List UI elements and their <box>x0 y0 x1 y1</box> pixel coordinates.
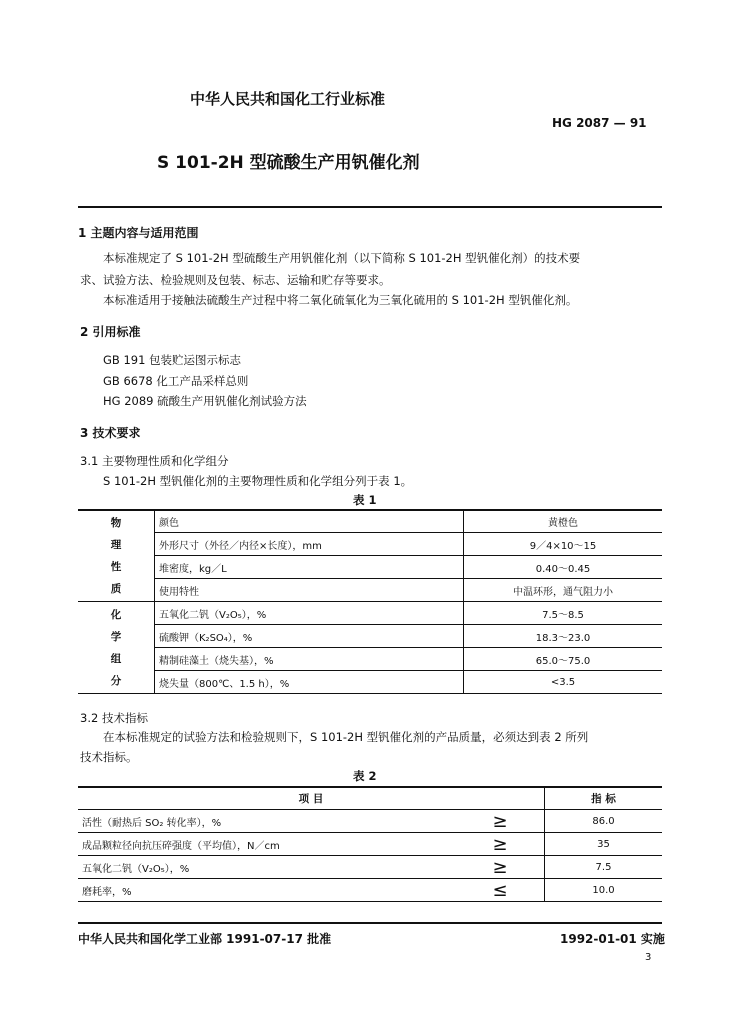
table-header-row <box>78 787 662 810</box>
property-cell: 硫酸钾（K₂SO₄），% <box>155 625 464 648</box>
index-cell: 35 <box>545 833 663 856</box>
table-row <box>78 533 662 556</box>
page-number: 3 <box>645 952 652 963</box>
value-cell: 18.3～23.0 <box>464 625 663 648</box>
table-row <box>78 510 662 533</box>
effective-date: 1992-01-01 实施 <box>560 932 665 946</box>
section-3-1-heading: 3.1 主要物理性质和化学组分 <box>80 454 229 468</box>
value-cell: 0.40～0.45 <box>464 556 663 579</box>
property-cell: 烧失量（800℃、1.5 h），% <box>155 671 464 694</box>
section-2-heading: 2 引用标准 <box>80 325 141 339</box>
item-cell: 五氧化二钒（V₂O₅），% <box>78 856 456 879</box>
section-3-2-line1: 在本标准规定的试验方法和检验规则下，S 101-2H 型钒催化剂的产品质量，必须达到表 2 所列 <box>103 730 589 744</box>
table-1-caption: 表 1 <box>353 493 377 507</box>
property-cell: 精制硅藻土（烧失基），% <box>155 648 464 671</box>
index-cell: 10.0 <box>545 879 663 902</box>
operator-cell: ≥ <box>456 833 545 856</box>
table-row <box>78 556 662 579</box>
approval-date: 中华人民共和国化学工业部 1991-07-17 批准 <box>78 932 332 946</box>
item-cell: 成品颗粒径向抗压碎强度（平均值），N／cm <box>78 833 456 856</box>
value-cell: 65.0～75.0 <box>464 648 663 671</box>
value-cell: 9／4×10～15 <box>464 533 663 556</box>
header-index: 指 标 <box>545 787 663 810</box>
property-cell: 堆密度，kg／L <box>155 556 464 579</box>
table-row <box>78 671 662 694</box>
value-cell: <3.5 <box>464 671 663 694</box>
section-1-heading: 1 主题内容与适用范围 <box>78 226 199 240</box>
property-cell: 外形尺寸（外径／内径×长度），mm <box>155 533 464 556</box>
reference-item: HG 2089 硫酸生产用钒催化剂试验方法 <box>103 394 307 408</box>
table-row <box>78 856 662 879</box>
group-label-chemical: 化 学 组 分 <box>78 602 155 694</box>
table-row <box>78 879 662 902</box>
section-3-1-text: S 101-2H 型钒催化剂的主要物理性质和化学组分列于表 1。 <box>103 474 413 488</box>
section-1-para1-line1: 本标准规定了 S 101-2H 型硫酸生产用钒催化剂（以下简称 S 101-2H 型钒催化剂）的技术要 <box>103 251 581 265</box>
reference-item: GB 191 包装贮运图示标志 <box>103 353 242 367</box>
table-2 <box>78 787 662 902</box>
item-cell: 磨耗率，% <box>78 879 456 902</box>
section-1-para2: 本标准适用于接触法硫酸生产过程中将二氧化硫氧化为三氧化硫用的 S 101-2H 型钒催化剂。 <box>103 293 578 307</box>
top-rule <box>78 206 662 208</box>
group-label-physical: 物 理 性 质 <box>78 510 155 602</box>
footer-rule <box>78 922 662 924</box>
table-row <box>78 602 662 625</box>
header-item: 项 目 <box>78 787 545 810</box>
index-cell: 7.5 <box>545 856 663 879</box>
section-3-heading: 3 技术要求 <box>80 426 141 440</box>
agency-title: 中华人民共和国化工行业标准 <box>190 90 386 108</box>
table-row <box>78 833 662 856</box>
section-1-para1-line2: 求、试验方法、检验规则及包装、标志、运输和贮存等要求。 <box>80 273 391 287</box>
property-cell: 五氧化二钒（V₂O₅），% <box>155 602 464 625</box>
property-cell: 使用特性 <box>155 579 464 602</box>
table-row <box>78 625 662 648</box>
table-2-caption: 表 2 <box>353 769 377 783</box>
table-row <box>78 579 662 602</box>
document-title: S 101-2H 型硫酸生产用钒催化剂 <box>157 153 420 173</box>
item-cell: 活性（耐热后 SO₂ 转化率），% <box>78 810 456 833</box>
table-row <box>78 810 662 833</box>
standard-code: HG 2087 — 91 <box>552 116 647 130</box>
value-cell: 中温环形，通气阻力小 <box>464 579 663 602</box>
reference-item: GB 6678 化工产品采样总则 <box>103 374 249 388</box>
operator-cell: ≥ <box>456 856 545 879</box>
operator-cell: ≥ <box>456 810 545 833</box>
section-3-2-line2: 技术指标。 <box>80 750 138 764</box>
value-cell: 7.5～8.5 <box>464 602 663 625</box>
index-cell: 86.0 <box>545 810 663 833</box>
table-row <box>78 648 662 671</box>
property-cell: 颜色 <box>155 510 464 533</box>
section-3-2-heading: 3.2 技术指标 <box>80 711 148 725</box>
table-1 <box>78 510 662 694</box>
value-cell: 黄橙色 <box>464 510 663 533</box>
operator-cell: ≤ <box>456 879 545 902</box>
